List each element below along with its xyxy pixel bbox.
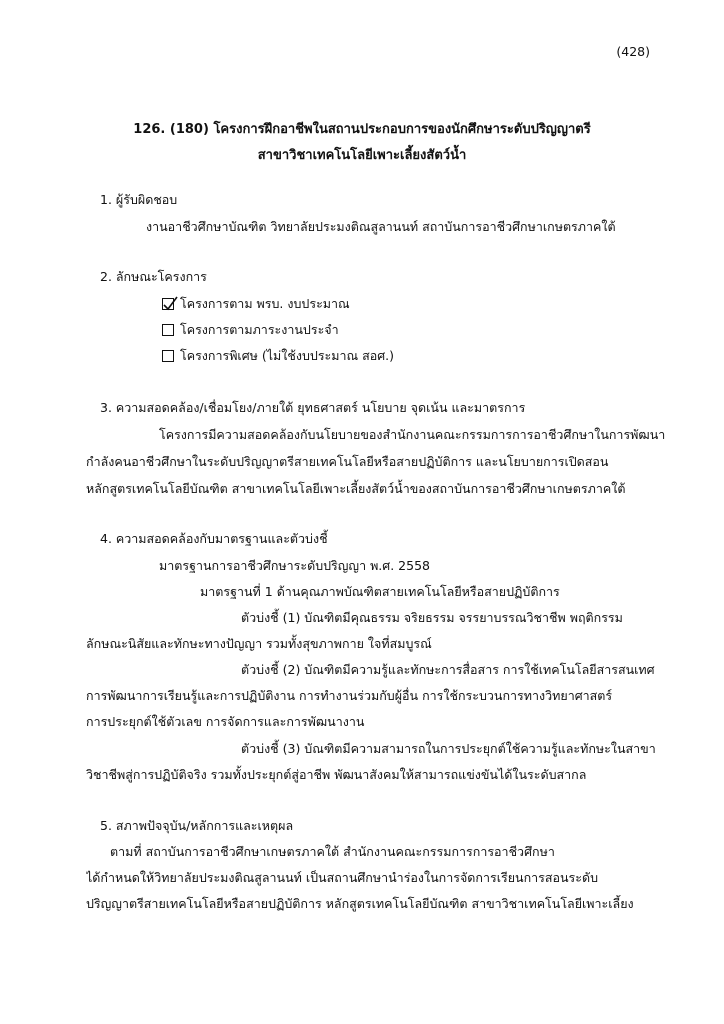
indicator-line: วิชาชีพสู่การปฏิบัติจริง รวมทั้งประยุกต์สู่อาชีพ พัฒนาสังคมให้สามารถแข่งขันได้ในระดับสากล (86, 767, 587, 782)
section-5-heading: 5. สภาพปัจจุบัน/หลักการและเหตุผล (100, 818, 294, 833)
option-label: โครงการตาม พรบ. งบประมาณ (180, 296, 350, 311)
document-title-line-2: สาขาวิชาเทคโนโลยีเพาะเลี้ยงสัตว์น้ำ (257, 148, 467, 163)
section-1-heading: 1. ผู้รับผิดชอบ (100, 192, 178, 207)
paragraph-line: ตามที่ สถาบันการอาชีวศึกษาเกษตรภาคใต้ สำนักงานคณะกรรมการการอาชีวศึกษา (110, 844, 555, 859)
document-title-line-1: 126. (180) โครงการฝึกอาชีพในสถานประกอบการของนักศึกษาระดับปริญญาตรี (133, 122, 591, 137)
paragraph-line: หลักสูตรเทคโนโลยีบัณฑิต สาขาเทคโนโลยีเพาะเลี้ยงสัตว์น้ำของสถาบันการอาชีวศึกษาเกษตรภาคใต้ (86, 481, 626, 496)
indicator-line: ตัวบ่งชี้ (1) บัณฑิตมีคุณธรรม จริยธรรม จรรยาบรรณวิชาชีพ พฤติกรรม (241, 610, 623, 625)
indicator-line: ตัวบ่งชี้ (2) บัณฑิตมีความรู้และทักษะการสื่อสาร การใช้เทคโนโลยีสารสนเทศ (241, 662, 655, 677)
option-label: โครงการพิเศษ (ไม่ใช้งบประมาณ สอศ.) (180, 348, 394, 363)
section-3-heading: 3. ความสอดคล้อง/เชื่อมโยง/ภายใต้ ยุทธศาสตร์ นโยบาย จุดเน้น และมาตรการ (100, 400, 526, 415)
checkbox-unchecked[interactable] (162, 324, 174, 336)
paragraph-line: ได้กำหนดให้วิทยาลัยประมงติณสูลานนท์ เป็นสถานศึกษานำร่องในการจัดการเรียนการสอนระดับ (86, 870, 599, 885)
checkbox-checked[interactable] (162, 298, 174, 310)
section-4-heading: 4. ความสอดคล้องกับมาตรฐานและตัวบ่งชี้ (100, 531, 328, 546)
checkbox-unchecked[interactable] (162, 350, 174, 362)
paragraph-line: โครงการมีความสอดคล้องกับนโยบายของสำนักงานคณะกรรมการการอาชีวศึกษาในการพัฒนา (159, 427, 666, 442)
option-label: โครงการตามภาระงานประจำ (180, 322, 339, 337)
sub-standard-line: มาตรฐานที่ 1 ด้านคุณภาพบัณฑิตสายเทคโนโลยีหรือสายปฏิบัติการ (200, 584, 560, 599)
paragraph-line: กำลังคนอาชีวศึกษาในระดับปริญญาตรีสายเทคโนโลยีหรือสายปฏิบัติการ และนโยบายการเปิดสอน (86, 454, 609, 469)
page-number: (428) (616, 44, 650, 59)
section-2-heading: 2. ลักษณะโครงการ (100, 269, 207, 284)
section-1-body: งานอาชีวศึกษาบัณฑิต วิทยาลัยประมงติณสูลานนท์ สถาบันการอาชีวศึกษาเกษตรภาคใต้ (146, 219, 616, 234)
paragraph-line: ปริญญาตรีสายเทคโนโลยีหรือสายปฏิบัติการ หลักสูตรเทคโนโลยีบัณฑิต สาขาวิชาเทคโนโลยีเพาะเลี้ยง (86, 896, 634, 911)
standard-line: มาตรฐานการอาชีวศึกษาระดับปริญญา พ.ศ. 2558 (159, 558, 430, 573)
indicator-line: ตัวบ่งชี้ (3) บัณฑิตมีความสามารถในการประยุกต์ใช้ความรู้และทักษะในสาขา (241, 741, 656, 756)
checkmark-icon (162, 295, 178, 311)
indicator-line: การประยุกต์ใช้ตัวเลข การจัดการและการพัฒนางาน (86, 714, 365, 729)
indicator-line: ลักษณะนิสัยและทักษะทางปัญญา รวมทั้งสุขภาพกาย ใจที่สมบูรณ์ (86, 636, 432, 651)
indicator-line: การพัฒนาการเรียนรู้และการปฏิบัติงาน การทำงานร่วมกับผู้อื่น การใช้กระบวนการทางวิทยาศาสตร์ (86, 688, 613, 703)
